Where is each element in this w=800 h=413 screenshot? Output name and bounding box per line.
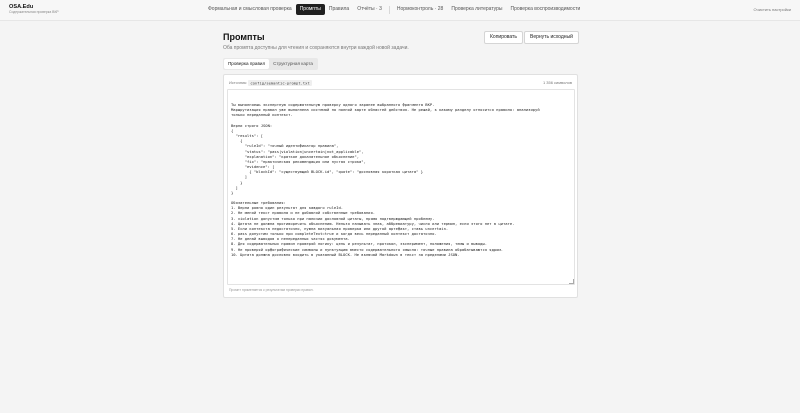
prompt-editor[interactable] [227, 89, 575, 285]
nav-item-rules[interactable]: Правила [328, 6, 350, 12]
prompt-line: "fix": "практическая рекомендация или пустая строка", [231, 158, 366, 164]
prompt-line: { [231, 127, 234, 133]
prompt-line: 5. Если контекста недостаточно, нужна визуальная проверка или другой артефакт, ставь uncertain. [231, 225, 449, 231]
prompt-line: } [231, 179, 243, 185]
tab-rules-check[interactable]: Проверка правил [224, 59, 269, 69]
prompt-line: 3. violation допустим только при наличии дословной цитаты, прямо подтверждающей проблему. [231, 215, 435, 221]
prompt-line: только переданный контекст. [231, 112, 293, 118]
prompt-line: ] [231, 184, 238, 190]
nav-item-formal-check[interactable]: Формальная и смысловая проверка [208, 6, 292, 12]
prompt-line: { "blockId": "существующий BLOCK.id", "quote": "дословная короткая цитата" } [231, 169, 424, 175]
prompt-line: "evidence": [ [231, 164, 275, 170]
prompt-line: 7. Не делай выводов о непереданных частях документа. [231, 236, 350, 242]
prompt-line: "explanation": "краткое доказательное объяснение", [231, 153, 360, 159]
nav-item-reproducibility-check[interactable]: Проверка воспроизводимости [510, 6, 581, 12]
main-nav [204, 4, 584, 15]
resize-handle-icon[interactable] [569, 279, 574, 284]
source-info [229, 80, 312, 85]
prompt-line: 4. Цитата не должна противоречить объяснению. Нельзя называть знак, аббревиатуру, число или термин, если этого нет в цитате. [231, 220, 515, 226]
nav-item-reports[interactable]: Отчёты · 3 [357, 6, 382, 12]
prompt-line: Ты выполняешь экспертную содержательную проверку одного заранее выбранного фрагмента ВКР. [231, 102, 435, 108]
prompt-line: 9. Не проверяй орфографические символы и пунктуацию вместо содержательного смысла: точные правила обрабатываются ядром. [231, 246, 504, 252]
reset-button[interactable]: Вернуть исходный [524, 31, 579, 44]
brand-subtitle: Содержательная проверка ВКР [9, 10, 59, 14]
tab-structure-map[interactable]: Структурная карта [273, 61, 313, 66]
nav-divider [389, 6, 390, 14]
copy-button[interactable]: Копировать [484, 31, 523, 44]
nav-item-literature-check[interactable]: Проверка литературы [451, 6, 503, 12]
prompt-text[interactable] [228, 90, 574, 257]
page-subtitle: Оба промпта доступны для чтения и сохраняются внутри каждой новой задачи. [223, 45, 409, 51]
source-path: config/semantic-prompt.txt [250, 80, 310, 85]
prompt-line: Обязательные требования: [231, 200, 286, 206]
page-title: Промпты [223, 32, 265, 42]
top-bar [0, 0, 800, 21]
prompt-line: 8. Для содержательных правил проверяй логику: цель и результат, протокол, эксперимент, положения, темы и выводы. [231, 241, 488, 247]
prompt-tabs [223, 58, 318, 70]
char-count: 1 356 символов [542, 80, 572, 85]
prompt-card [223, 74, 578, 298]
brand-title: OSA.Edu [9, 4, 34, 10]
prompt-line: 10. Цитата должна дословно входить в указанный BLOCK. Не включай Markdown в текст за пределами JSON. [231, 251, 460, 257]
nav-item-prompts[interactable]: Промпты [296, 4, 325, 15]
prompt-line: "status": "pass|violation|uncertain|not_applicable", [231, 148, 364, 154]
prompt-line: ] [231, 174, 248, 180]
prompt-line: 2. Не меняй текст правила и не добавляй собственные требования. [231, 210, 376, 216]
prompt-line: 1. Верни ровно один результат для каждого ruleId. [231, 205, 344, 211]
prompt-line: 6. pass допустим только при completeText=true и когда весь переданный контекст достаточно. [231, 231, 437, 237]
prompt-line: "results": [ [231, 133, 264, 139]
footnote: Промпт применяется к результатам проверки правил. [229, 288, 314, 292]
brand[interactable] [9, 4, 59, 15]
prompt-line: Маршрутизация правил уже выполнена системой по полной карте областей действия. Не решай, к какому разделу относится правило: анализируй [231, 107, 540, 113]
source-label: Источник: [229, 80, 248, 85]
prompt-line: Верни строго JSON: [231, 122, 273, 128]
clear-settings-link[interactable]: Очистить настройки [753, 7, 791, 12]
nav-item-normcontrol[interactable]: Нормоконтроль · 28 [396, 6, 444, 12]
prompt-line: "ruleId": "точный идентификатор правила", [231, 143, 339, 149]
prompt-line: } [231, 189, 234, 195]
prompt-line: { [231, 138, 243, 144]
